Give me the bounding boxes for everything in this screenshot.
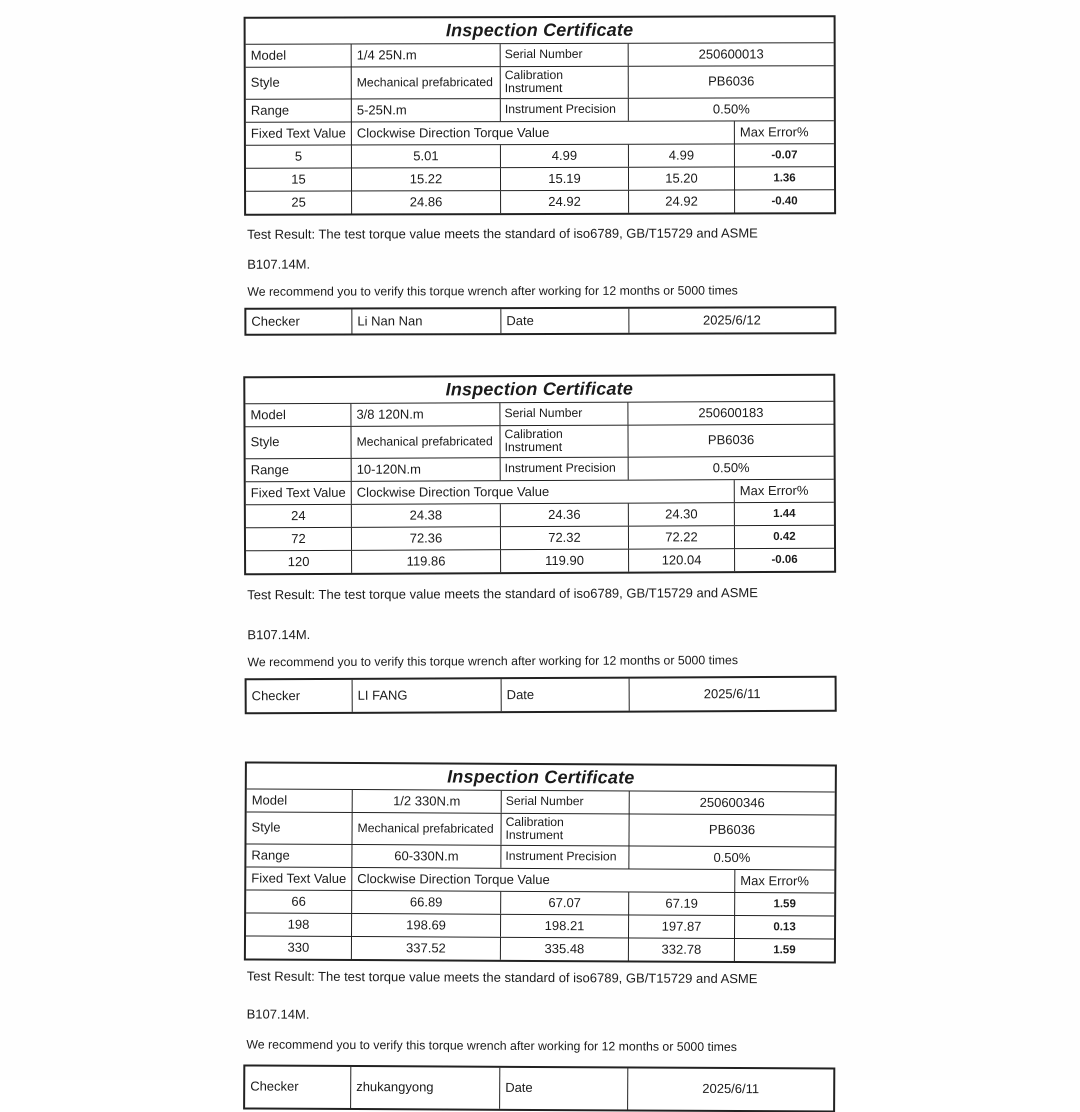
torque-value-3: 72.22: [629, 526, 735, 548]
calibration-instrument-label: Calibration Instrument: [500, 425, 628, 456]
torque-row-2: [246, 913, 834, 939]
torque-value-2: 335.48: [501, 937, 629, 960]
recommendation-text: We recommend you to verify this torque wrench after working for 12 months or 5000 times: [247, 283, 738, 299]
style-value: Mechanical prefabricated: [352, 67, 501, 98]
date-value: 2025/6/12: [702, 312, 761, 328]
torque-value-3: 120.04: [629, 549, 735, 571]
max-error-value: 1.59: [773, 943, 796, 956]
range-value: 60-330N.m: [352, 845, 501, 868]
max-error-value: -0.07: [771, 148, 798, 161]
style-label: Style: [245, 427, 351, 458]
date-value: 2025/6/11: [702, 1080, 760, 1097]
checker-table: [243, 1064, 835, 1112]
date-label: Date: [501, 309, 629, 333]
test-result-standard: B107.14M.: [247, 626, 311, 642]
recommendation-text: We recommend you to verify this torque wrench after working for 12 months or 5000 times: [247, 652, 739, 669]
torque-row-2: [246, 167, 834, 192]
torque-value-3: 332.78: [629, 938, 735, 961]
info-row-range: [246, 98, 834, 123]
checker-name: zhukangyong: [351, 1067, 500, 1109]
recommendation-text: We recommend you to verify this torque wrench after working for 12 months or 5000 times: [246, 1036, 737, 1054]
max-error-value: 1.59: [773, 897, 796, 910]
certificate-table: [243, 374, 836, 575]
style-label: Style: [246, 67, 352, 98]
checker-name: LI FANG: [353, 679, 502, 712]
serial-number-value: 250600013: [698, 46, 764, 62]
model-label: Model: [246, 44, 352, 66]
max-error-value: -0.40: [771, 194, 798, 207]
checker-name: Li Nan Nan: [352, 309, 501, 333]
torque-header-row: [246, 121, 834, 146]
fixed-value: 15: [246, 168, 352, 190]
inspection-certificate: [243, 374, 836, 714]
serial-number-label: Serial Number: [502, 790, 630, 813]
torque-value-2: 198.21: [501, 914, 629, 937]
info-row-model: [246, 43, 834, 68]
fixed-value: 330: [246, 936, 352, 959]
torque-value-3: 24.30: [629, 503, 735, 525]
certificate-title-row: [247, 763, 835, 792]
fixed-text-value-header: Fixed Text Value: [246, 867, 352, 890]
instrument-precision-label: Instrument Precision: [501, 457, 629, 480]
range-value: 5-25N.m: [352, 99, 501, 121]
model-label: Model: [247, 789, 353, 812]
style-label: Style: [246, 812, 352, 843]
info-row-style: [245, 425, 833, 459]
test-result-standard: B107.14M.: [246, 1005, 310, 1022]
serial-number-value: 250600346: [699, 794, 765, 810]
calibration-instrument-label: Calibration Instrument: [501, 813, 629, 845]
max-error-header: Max Error%: [739, 123, 809, 140]
max-error-value: 0.42: [773, 530, 796, 543]
torque-row-2: [246, 525, 834, 551]
test-result-standard: B107.14M.: [247, 256, 311, 272]
certificate-title: Inspection Certificate: [447, 765, 635, 787]
model-value: 1/4 25N.m: [352, 44, 501, 66]
max-error-header: Max Error%: [740, 872, 809, 888]
instrument-precision-value: 0.50%: [712, 459, 750, 475]
test-result-line: Test Result: The test torque value meets the standard of iso6789, GB/T15729 and ASME: [247, 225, 758, 242]
test-result-line: Test Result: The test torque value meets the standard of iso6789, GB/T15729 and ASME: [246, 967, 758, 986]
checker-label: Checker: [247, 680, 353, 712]
certificate-table: [244, 15, 837, 215]
fixed-value: 66: [246, 890, 352, 913]
torque-value-1: 24.38: [352, 504, 501, 527]
torque-value-3: 4.99: [629, 144, 735, 166]
style-value: Mechanical prefabricated: [352, 813, 501, 845]
info-row-range: [246, 844, 834, 870]
date-value: 2025/6/11: [703, 685, 761, 701]
torque-value-1: 119.86: [352, 550, 501, 573]
torque-value-1: 337.52: [352, 937, 501, 960]
torque-value-1: 72.36: [352, 527, 501, 550]
torque-value-2: 4.99: [501, 145, 629, 167]
torque-value-1: 66.89: [352, 891, 501, 914]
torque-row-3: [246, 936, 834, 961]
max-error-value: 0.13: [773, 920, 796, 933]
torque-header-row: [246, 867, 834, 893]
torque-value-1: 5.01: [352, 145, 501, 167]
range-label: Range: [246, 844, 352, 867]
torque-row-1: [246, 502, 834, 528]
torque-row-3: [246, 190, 834, 214]
torque-value-2: 72.32: [501, 526, 629, 549]
certificate-table: [244, 761, 837, 963]
torque-value-2: 15.19: [501, 168, 629, 190]
test-result-line: Test Result: The test torque value meets the standard of iso6789, GB/T15729 and ASME: [247, 584, 758, 602]
calibration-instrument-value: PB6036: [708, 821, 756, 838]
model-value: 1/2 330N.m: [353, 790, 502, 813]
torque-value-1: 15.22: [352, 168, 501, 190]
certificate-title: Inspection Certificate: [445, 378, 634, 399]
torque-value-2: 24.92: [501, 191, 629, 213]
fixed-text-value-header: Fixed Text Value: [246, 482, 352, 504]
max-error-value: -0.06: [771, 553, 798, 566]
calibration-instrument-label: Calibration Instrument: [501, 67, 629, 98]
torque-value-3: 67.19: [629, 892, 735, 915]
fixed-value: 5: [246, 145, 352, 167]
fixed-value: 72: [246, 528, 352, 550]
checker-label: Checker: [246, 309, 352, 333]
info-row-style: [246, 66, 834, 99]
inspection-certificate: [243, 761, 837, 1112]
certificate-title: Inspection Certificate: [445, 19, 634, 40]
serial-number-label: Serial Number: [500, 402, 628, 425]
info-row-range: [246, 456, 834, 482]
serial-number-label: Serial Number: [501, 44, 629, 66]
certificate-title-row: [245, 376, 833, 405]
torque-row-3: [246, 548, 834, 573]
fixed-text-value-header: Fixed Text Value: [246, 122, 352, 144]
date-label: Date: [502, 678, 630, 711]
instrument-precision-label: Instrument Precision: [501, 845, 629, 868]
serial-number-value: 250600183: [698, 404, 764, 420]
checker-table: [244, 306, 836, 336]
date-label: Date: [500, 1067, 628, 1109]
torque-value-1: 24.86: [352, 191, 501, 213]
checker-label: Checker: [245, 1066, 351, 1108]
info-row-model: [247, 789, 835, 815]
model-label: Model: [245, 404, 351, 426]
model-value: 3/8 120N.m: [351, 403, 500, 426]
torque-value-3: 197.87: [629, 915, 735, 938]
torque-header-row: [246, 479, 834, 505]
max-error-header: Max Error%: [739, 482, 809, 498]
calibration-instrument-value: PB6036: [707, 432, 755, 448]
range-label: Range: [246, 99, 352, 121]
torque-value-3: 15.20: [629, 167, 735, 189]
max-error-value: 1.36: [773, 171, 796, 184]
instrument-precision-value: 0.50%: [713, 849, 751, 865]
info-row-model: [245, 402, 833, 428]
fixed-value: 120: [246, 551, 352, 573]
clockwise-direction-header: Clockwise Direction Torque Value: [352, 868, 735, 892]
style-value: Mechanical prefabricated: [351, 426, 500, 457]
calibration-instrument-value: PB6036: [708, 73, 755, 89]
torque-value-2: 24.36: [501, 503, 629, 526]
torque-row-1: [246, 890, 834, 916]
torque-value-1: 198.69: [352, 914, 501, 937]
inspection-certificate: [244, 15, 837, 335]
fixed-value: 198: [246, 913, 352, 936]
max-error-value: 1.44: [773, 507, 796, 520]
clockwise-direction-header: Clockwise Direction Torque Value: [352, 480, 735, 504]
certificate-title-row: [246, 17, 834, 45]
torque-value-2: 67.07: [501, 891, 629, 914]
clockwise-direction-header: Clockwise Direction Torque Value: [352, 121, 735, 144]
fixed-value: 24: [246, 505, 352, 527]
instrument-precision-label: Instrument Precision: [501, 99, 629, 121]
torque-value-2: 119.90: [501, 549, 629, 572]
torque-value-3: 24.92: [629, 190, 735, 212]
fixed-value: 25: [246, 191, 352, 213]
range-value: 10-120N.m: [352, 458, 501, 481]
torque-row-1: [246, 144, 834, 169]
info-row-style: [246, 812, 834, 847]
instrument-precision-value: 0.50%: [712, 101, 750, 117]
checker-table: [245, 675, 837, 714]
range-label: Range: [246, 459, 352, 481]
